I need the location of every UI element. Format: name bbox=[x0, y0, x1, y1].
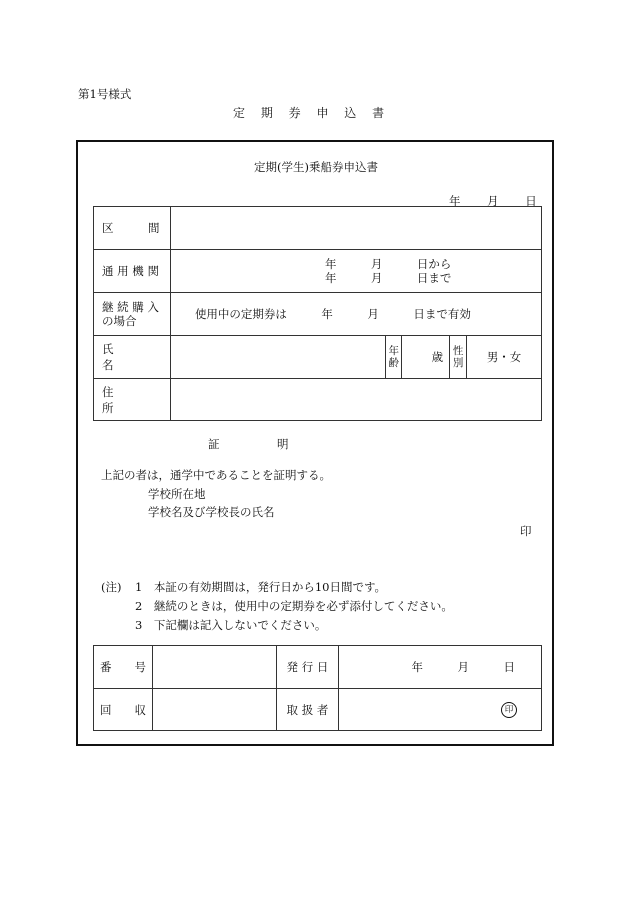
address-label: 住 所 bbox=[94, 379, 171, 421]
age-label-line1: 年 bbox=[388, 345, 399, 357]
section-field[interactable] bbox=[170, 207, 541, 250]
collection-field[interactable] bbox=[152, 689, 276, 731]
handler-label: 取 扱 者 bbox=[276, 689, 339, 731]
number-label: 番 号 bbox=[94, 646, 153, 689]
school-name-label: 学校名及び学校長の氏名 bbox=[148, 505, 275, 519]
note-item: 1 本証の有効期間は，発行日から10日間です。 bbox=[135, 580, 387, 594]
sex-label bbox=[450, 336, 467, 379]
renewal-label-line2: の場合 bbox=[102, 314, 137, 328]
number-field[interactable] bbox=[152, 646, 276, 689]
issue-date-label: 発 行 日 bbox=[276, 646, 339, 689]
office-use-table bbox=[93, 645, 542, 731]
renewal-field[interactable]: 使用中の定期券は 年 月 日まで有効 bbox=[170, 293, 541, 336]
issue-date-field[interactable]: 年 月 日 bbox=[339, 646, 542, 689]
notes-label: (注) bbox=[101, 580, 122, 594]
row-address bbox=[94, 379, 542, 421]
period-label: 通 用 機 関 bbox=[94, 250, 171, 293]
row-section bbox=[94, 207, 542, 250]
renewal-label-line1: 継 続 購 入 bbox=[102, 300, 159, 314]
row-renewal bbox=[94, 293, 542, 336]
note-item: 3 下記欄は記入しないでください。 bbox=[135, 618, 327, 632]
handler-field[interactable] bbox=[339, 689, 542, 731]
note-item: 2 継続のときは，使用中の定期券を必ず添付してください。 bbox=[135, 599, 453, 613]
application-table bbox=[93, 206, 542, 421]
certificate-title: 証 明 bbox=[208, 437, 289, 451]
age-field[interactable]: 歳 bbox=[402, 336, 450, 379]
name-label: 氏 名 bbox=[94, 336, 171, 379]
seal-mark: 印 bbox=[520, 524, 532, 538]
age-label bbox=[386, 336, 402, 379]
name-field[interactable] bbox=[170, 336, 385, 379]
form-subtitle: 定期(学生)乗船券申込書 bbox=[254, 160, 378, 174]
row-collection bbox=[94, 689, 542, 731]
collection-label: 回 収 bbox=[94, 689, 153, 731]
certificate-body: 上記の者は，通学中であることを証明する。 bbox=[101, 468, 331, 482]
row-number bbox=[94, 646, 542, 689]
period-field[interactable] bbox=[170, 250, 541, 293]
row-name bbox=[94, 336, 542, 379]
period-to: 年 月 日まで bbox=[324, 271, 452, 285]
renewal-label bbox=[94, 293, 171, 336]
sex-label-line2: 別 bbox=[452, 357, 464, 369]
sex-label-line1: 性 bbox=[452, 345, 464, 357]
handler-stamp-icon: 印 bbox=[501, 702, 517, 718]
period-from: 年 月 日から bbox=[324, 257, 452, 271]
school-address-label: 学校所在地 bbox=[148, 487, 206, 501]
sex-options[interactable]: 男・女 bbox=[467, 336, 542, 379]
application-date: 年 月 日 bbox=[449, 194, 537, 208]
address-field[interactable] bbox=[170, 379, 541, 421]
section-label: 区 間 bbox=[94, 207, 171, 250]
form-number: 第1号様式 bbox=[78, 87, 132, 101]
row-period bbox=[94, 250, 542, 293]
page-title: 定 期 券 申 込 書 bbox=[233, 106, 385, 120]
age-label-line2: 齢 bbox=[388, 357, 399, 369]
